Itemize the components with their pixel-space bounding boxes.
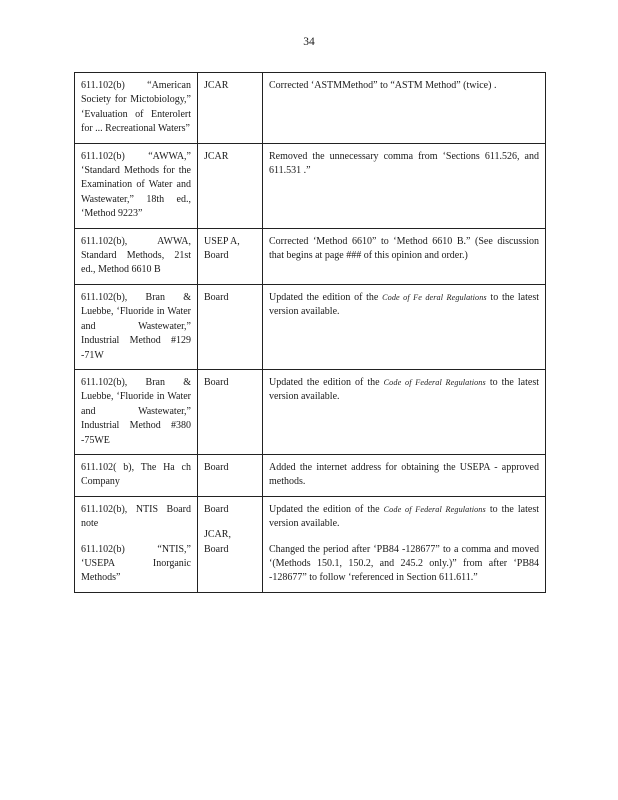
source-label: JCAR [204, 80, 229, 91]
table-row [75, 143, 546, 228]
description-fragment: Added the internet address for obtaining the USEPA - approved methods. [269, 461, 539, 488]
section-citation: 611.102(b), AWWA, Standard Methods, 21st ed., Method 6610 B [81, 235, 191, 276]
section-citation: 611.102(b) “NTIS,” ‘USEPA Inorganic Methods” [81, 543, 191, 584]
table-row [75, 284, 546, 369]
source-label: JCAR, Board [204, 529, 231, 555]
section-citation: 611.102(b), Bran & Luebbe, ‘Fluoride in Water and Wastewater,” Industrial Method #380 -75WE [81, 376, 191, 446]
description-fragment: Updated the edition of the [269, 291, 383, 303]
description-text [269, 543, 539, 586]
source-cell [198, 284, 263, 369]
section-citation: 611.102(b), NTIS Board note [81, 503, 191, 530]
source-label: Board [204, 291, 229, 303]
source-cell [198, 73, 263, 144]
section-cell [75, 496, 198, 592]
table-row [75, 73, 546, 144]
source-label: JCAR [204, 150, 229, 162]
description-cell [263, 454, 546, 496]
description-text [269, 235, 539, 264]
description-cell [263, 73, 546, 144]
table-row [75, 454, 546, 496]
source-cell [198, 143, 263, 228]
description-text [269, 503, 539, 532]
description-fragment: Changed the period after ‘PB84 -128677” to a comma and moved ‘(Methods 150.1, 150.2, and 245.2 only.)” from after ‘PB84 -128677” to follow ‘referenced in Section 611.611.” [269, 543, 539, 584]
cfr-title: Code of Federal Regulations [383, 504, 486, 514]
description-text [269, 291, 539, 320]
description-text [269, 150, 539, 179]
description-fragment: to the latest version available. [269, 291, 540, 318]
section-citation: 611.102( b), The Ha ch Company [81, 461, 191, 488]
section-cell [75, 369, 198, 454]
section-cell [75, 143, 198, 228]
description-text [269, 376, 539, 405]
source-cell [198, 228, 263, 284]
source-label: Board [204, 376, 229, 388]
source-cell [198, 454, 263, 496]
section-cell [75, 73, 198, 144]
description-cell [263, 284, 546, 369]
section-cell [75, 454, 198, 496]
cfr-title: Code of Fe deral Regulations [382, 292, 487, 302]
section-citation: 611.102(b) “American Society for Mictobiology,” ‘Evaluation of Enterolert for ... Recreational Waters” [81, 80, 191, 135]
description-fragment: Updated the edition of the [269, 376, 384, 388]
description-fragment: Corrected ‘Method 6610” to ‘Method 6610 B.” (See discussion that begins at page ### of this opinion and order.) [269, 235, 539, 262]
description-cell [263, 143, 546, 228]
table-row [75, 228, 546, 284]
description-cell [263, 496, 546, 592]
description-fragment: Updated the edition of the [269, 503, 384, 515]
source-label: Board [204, 503, 229, 515]
description-cell [263, 369, 546, 454]
source-label: Board [204, 461, 229, 473]
description-fragment: to the latest version available. [269, 376, 539, 403]
section-citation: 611.102(b), Bran & Luebbe, ‘Fluoride in Water and Wastewater,” Industrial Method #129 -71W [81, 291, 191, 361]
section-cell [75, 284, 198, 369]
amendments-table [74, 72, 546, 593]
page-number: 34 [303, 36, 315, 48]
section-citation: 611.102(b) “AWWA,” ‘Standard Methods for the Examination of Water and Wastewater,” 18th ed., ‘Method 9223” [81, 150, 191, 220]
source-cell [198, 369, 263, 454]
cfr-title: Code of Federal Regulations [383, 377, 486, 387]
source-cell [198, 496, 263, 592]
source-label: USEP A, Board [204, 235, 240, 262]
description-fragment: Corrected ‘ASTMMethod” to “ASTM Method” (twice) . [269, 80, 497, 91]
table-row [75, 496, 546, 592]
description-fragment: Removed the unnecessary comma from ‘Sections 611.526, and 611.531 .” [269, 150, 539, 177]
description-fragment: to the latest version available. [269, 503, 539, 530]
description-text [269, 461, 539, 490]
section-cell [75, 228, 198, 284]
description-cell [263, 228, 546, 284]
table-row [75, 369, 546, 454]
description-text [269, 79, 539, 93]
